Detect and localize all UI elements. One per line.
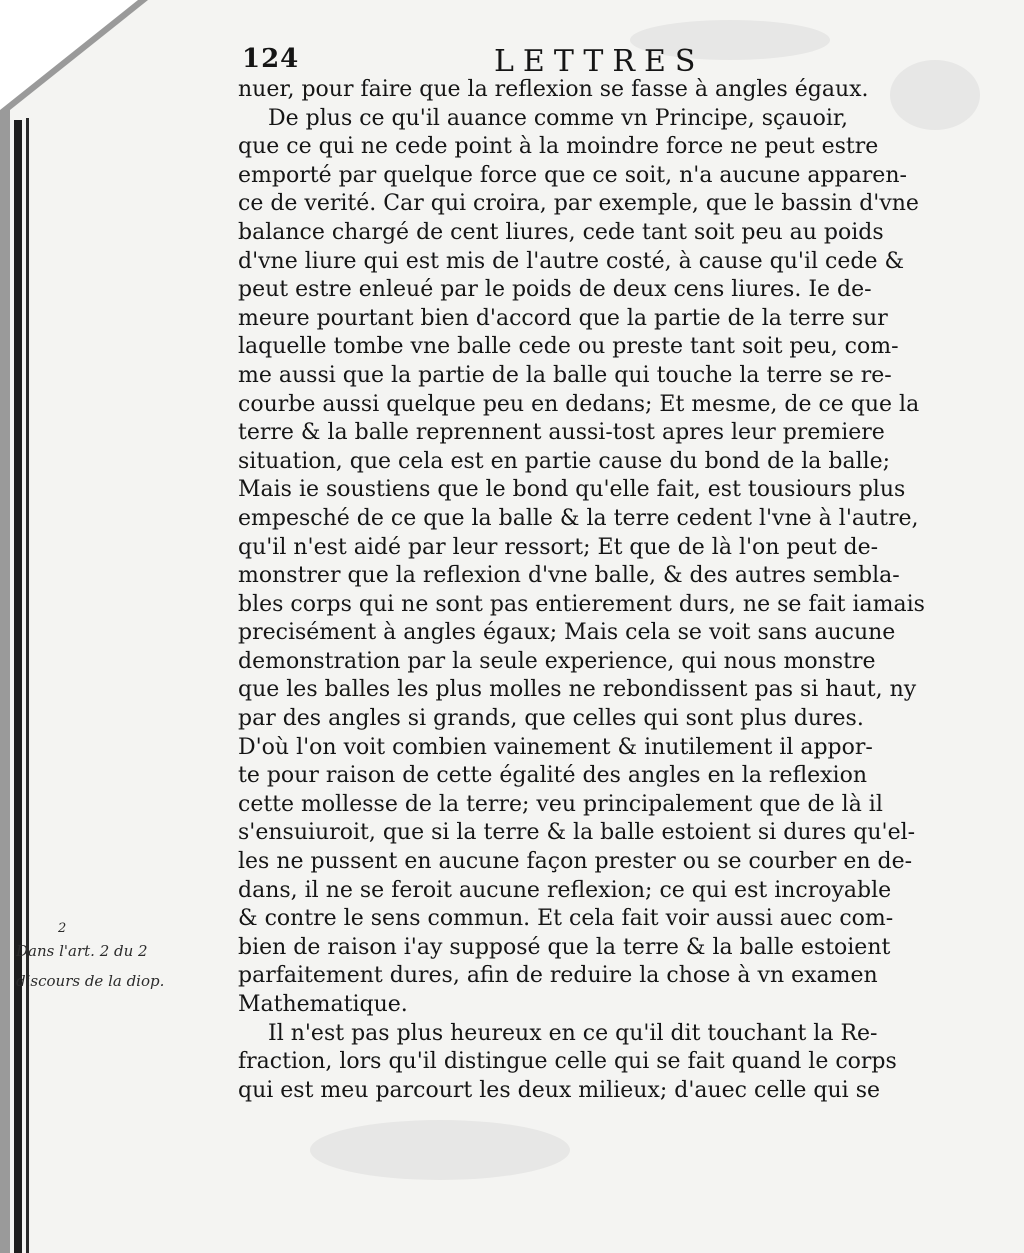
text-line: bles corps qui ne sont pas entierement durs, ne se fait iamais xyxy=(238,591,925,617)
text-line: situation, que cela est en partie cause du bond de la balle; xyxy=(238,448,891,474)
text-line: Il n'est pas plus heureux en ce qu'il dit touchant la Re- xyxy=(268,1020,878,1046)
text-line: qui est meu parcourt les deux milieux; d'auec celle qui se xyxy=(238,1077,881,1103)
text-line: Mais ie soustiens que le bond qu'elle fait, est tousiours plus xyxy=(238,477,906,503)
text-line: demonstration par la seule experience, qui nous monstre xyxy=(238,648,876,674)
text-line: par des angles si grands, que celles qui sont plus dures. xyxy=(238,706,864,732)
text-line: d'vne liure qui est mis de l'autre costé, à cause qu'il cede & xyxy=(238,248,905,274)
text-line: les ne pussent en aucune façon prester ou se courber en de- xyxy=(238,849,913,875)
page-gutter-edge xyxy=(14,120,22,1253)
text-line: que ce qui ne cede point à la moindre force ne peut estre xyxy=(238,134,879,160)
text-line: & contre le sens commun. Et cela fait voir aussi auec com- xyxy=(238,906,894,932)
text-line: que les balles les plus molles ne rebondissent pas si haut, ny xyxy=(238,677,917,703)
text-line: De plus ce qu'il auance comme vn Principe, sçauoir, xyxy=(268,105,848,131)
text-line: dans, il ne se feroit aucune reflexion; ce qui est incroyable xyxy=(238,877,892,903)
text-line: cette mollesse de la terre; veu principalement que de là il xyxy=(238,791,883,817)
text-line: me aussi que la partie de la balle qui touche la terre se re- xyxy=(238,362,892,388)
text-line: monstrer que la reflexion d'vne balle, & des autres sembla- xyxy=(238,563,900,589)
text-line: D'où l'on voit combien vainement & inutilement il appor- xyxy=(238,734,873,760)
text-line: s'ensuiuroit, que si la terre & la balle estoient si dures qu'el- xyxy=(238,820,916,846)
margin-note-number: 2 xyxy=(58,921,67,936)
text-line: emporté par quelque force que ce soit, n'a aucune apparen- xyxy=(238,162,907,188)
text-line: nuer, pour faire que la reflexion se fasse à angles égaux. xyxy=(238,77,869,102)
text-line: balance chargé de cent liures, cede tant soit peu au poids xyxy=(238,219,884,245)
text-line: te pour raison de cette égalité des angles en la reflexion xyxy=(238,763,868,789)
page-number: 124 xyxy=(242,44,300,74)
text-line: courbe aussi quelque peu en dedans; Et mesme, de ce que la xyxy=(238,391,920,417)
text-line: peut estre enleué par le poids de deux cens liures. Ie de- xyxy=(238,277,872,303)
text-line: precisément à angles égaux; Mais cela se voit sans aucune xyxy=(238,620,896,646)
running-head: LETTRES xyxy=(494,44,705,79)
text-line: ce de verité. Car qui croira, par exemple, que le bassin d'vne xyxy=(238,191,919,217)
handwritten-margin-note xyxy=(16,922,221,996)
text-line: laquelle tombe vne balle cede ou preste tant soit peu, com- xyxy=(238,334,899,360)
text-line: fraction, lors qu'il distingue celle qui se fait quand le corps xyxy=(238,1049,897,1075)
text-line: parfaitement dures, afin de reduire la chose à vn examen xyxy=(238,963,878,989)
margin-note-line: discours de la diop. xyxy=(16,972,165,990)
text-line: qu'il n'est aidé par leur ressort; Et que de là l'on peut de- xyxy=(238,534,879,560)
body-text xyxy=(238,76,925,1105)
text-line: bien de raison i'ay supposé que la terre & la balle estoient xyxy=(238,934,891,960)
text-line: meure pourtant bien d'accord que la partie de la terre sur xyxy=(238,305,888,331)
text-line: Mathematique. xyxy=(238,992,408,1017)
margin-note-line: Dans l'art. 2 du 2 xyxy=(16,942,148,960)
text-line: empesché de ce que la balle & la terre cedent l'vne à l'autre, xyxy=(238,505,919,531)
page-gutter-line xyxy=(26,118,29,1253)
text-line: terre & la balle reprennent aussi-tost apres leur premiere xyxy=(238,420,885,446)
